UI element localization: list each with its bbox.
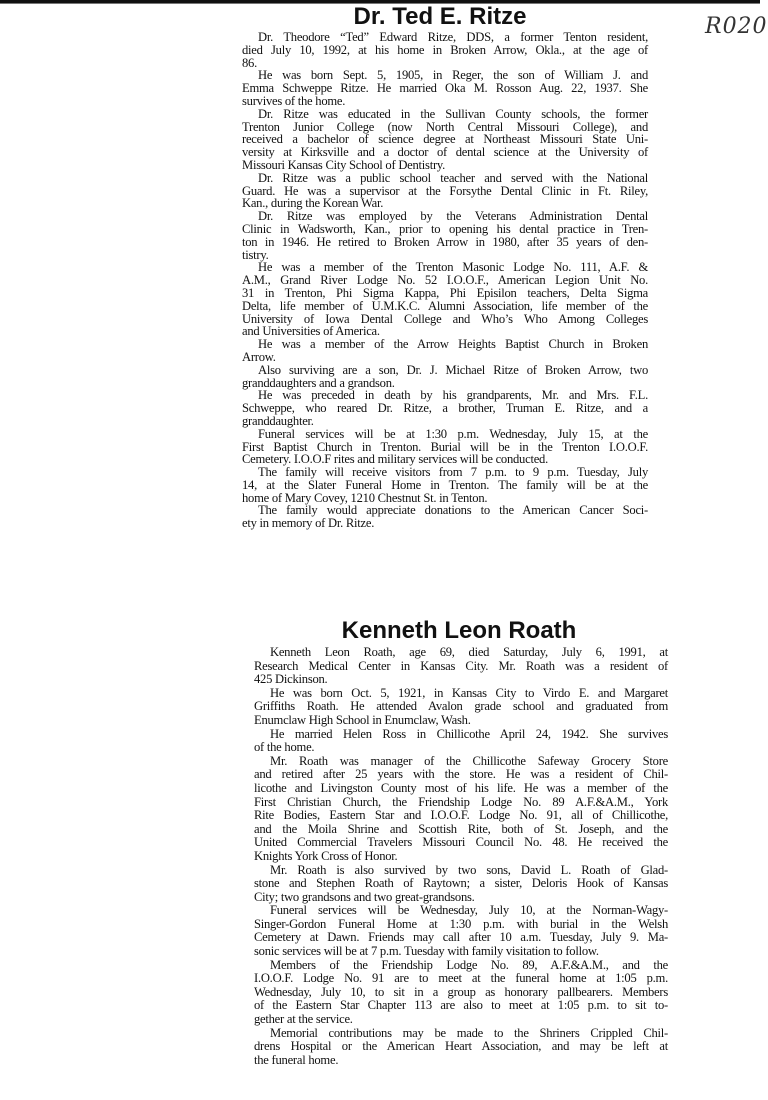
text-line: Cemetery. I.O.O.F rites and military services will be conducted. xyxy=(242,452,548,467)
obituary-paragraph xyxy=(254,864,668,905)
obituary-paragraph xyxy=(254,959,668,1027)
text-line: Schweppe, who reared Dr. Ritze, a brother, Truman E. Ritze, and a xyxy=(242,401,648,416)
obituary-paragraph xyxy=(242,364,648,390)
text-line: He was born Oct. 5, 1921, in Kansas City to Virdo E. and Margaret xyxy=(270,685,668,700)
text-line: Arrow. xyxy=(242,349,276,364)
obituary-paragraph xyxy=(254,904,668,958)
text-line: University of Iowa Dental College and Who’s Who Among Colleges xyxy=(242,311,648,326)
text-line: licothe and Livingston County most of his life. He was a member of the xyxy=(254,780,668,795)
obituary-paragraph xyxy=(242,261,648,338)
text-line: First Baptist Church in Trenton. Burial will be in the Trenton I.O.O.F. xyxy=(242,439,648,454)
obituary-paragraph xyxy=(254,646,668,687)
obituary-body-ritze xyxy=(242,31,648,530)
text-line: Dr. Ritze was a public school teacher and served with the National xyxy=(258,170,648,185)
obituary-paragraph xyxy=(242,466,648,504)
obituary-paragraph xyxy=(242,428,648,466)
text-line: Trenton Junior College (now North Central Missouri College), and xyxy=(242,119,648,134)
text-line: Missouri Kansas City School of Dentistry. xyxy=(242,157,446,172)
obituary-paragraph xyxy=(254,728,668,755)
text-line: Mr. Roath is also survived by two sons, David L. Roath of Glad- xyxy=(270,862,668,877)
text-line: United Commercial Travelers Missouri Council No. 48. He received the xyxy=(254,835,668,850)
text-line: Kan., during the Korean War. xyxy=(242,196,384,211)
text-line: Clinic in Wadsworth, Kan., prior to opening his dental practice in Tren- xyxy=(242,221,648,236)
obituary-paragraph xyxy=(242,338,648,364)
obituary-paragraph xyxy=(254,687,668,728)
obituary-paragraph xyxy=(242,172,648,210)
obituary-paragraph xyxy=(242,389,648,427)
text-line: Also surviving are a son, Dr. J. Michael Ritze of Broken Arrow, two xyxy=(258,362,648,377)
text-line: First Christian Church, the Friendship Lodge No. 89 A.F.&A.M., York xyxy=(254,794,668,809)
text-line: Guard. He was a supervisor at the Forsythe Dental Clinic in Ft. Riley, xyxy=(242,183,648,198)
obituary-paragraph xyxy=(242,210,648,261)
text-line: Griffiths Roath. He attended Avalon grade school and graduated from xyxy=(254,699,668,714)
text-line: of the home. xyxy=(254,740,315,755)
text-line: He was preceded in death by his grandparents, Mr. and Mrs. F.L. xyxy=(258,388,648,403)
text-line: 86. xyxy=(242,55,257,70)
text-line: of the Eastern Star Chapter 113 are also to meet at 1:05 p.m. to sit to- xyxy=(254,998,668,1013)
text-line: A.M., Grand River Lodge No. 52 I.O.O.F., American Legion Unit No. xyxy=(242,273,648,288)
text-line: He married Helen Ross in Chillicothe April 24, 1942. She survives xyxy=(270,726,668,741)
text-line: gether at the service. xyxy=(254,1012,353,1027)
text-line: Dr. Ritze was employed by the Veterans Administration Dental xyxy=(258,209,648,224)
text-line: 31 in Trenton, Phi Sigma Kappa, Phi Episilon teachers, Delta Sigma xyxy=(242,285,648,300)
text-line: received a bachelor of science degree at Northeast Missouri State Uni- xyxy=(242,132,648,147)
text-line: Knights York Cross of Honor. xyxy=(254,848,398,863)
text-line: Singer-Gordon Funeral Home at 1:30 p.m. with burial in the Welsh xyxy=(254,916,668,931)
text-line: I.O.O.F. Lodge No. 91 are to meet at the funeral home at 1:05 p.m. xyxy=(254,971,668,986)
text-line: Members of the Friendship Lodge No. 89, A.F.&A.M., and the xyxy=(270,957,668,972)
text-line: 14, at the Slater Funeral Home in Trenton. The family will be at the xyxy=(242,477,648,492)
text-line: drens Hospital or the American Heart Association, and may be left at xyxy=(254,1039,668,1054)
text-line: Dr. Theodore “Ted” Edward Ritze, DDS, a former Tenton resident, xyxy=(258,30,648,44)
text-line: and the Moila Shrine and Scottish Rite, both of St. Joseph, and the xyxy=(254,821,668,836)
text-line: survives of the home. xyxy=(242,93,346,108)
text-line: home of Mary Covey, 1210 Chestnut St. in Tenton. xyxy=(242,490,488,505)
text-line: granddaughters and a grandson. xyxy=(242,375,395,390)
text-line: died July 10, 1992, at his home in Broken Arrow, Okla., at the age of xyxy=(242,42,648,57)
text-line: Memorial contributions may be made to the Shriners Crippled Chil- xyxy=(270,1025,668,1040)
text-line: Wednesday, July 10, to sit in a group as honorary pallbearers. Members xyxy=(254,984,668,999)
text-line: and retired after 25 years with the store. He was a resident of Chil- xyxy=(254,767,668,782)
text-line: Cemetery at Dawn. Friends may call after 10 a.m. Tuesday, July 9. Ma- xyxy=(254,930,668,945)
text-line: stone and Stephen Roath of Raytown; a sister, Deloris Hook of Kansas xyxy=(254,876,668,891)
text-line: Rite Bodies, Eastern Star and I.O.O.F. Lodge No. 91, all of Chillicothe, xyxy=(254,808,668,823)
text-line: and Universities of America. xyxy=(242,324,380,339)
text-line: The family will receive visitors from 7 p.m. to 9 p.m. Tuesday, July xyxy=(258,465,648,480)
obituary-title-roath: Kenneth Leon Roath xyxy=(341,617,577,644)
text-line: Mr. Roath was manager of the Chillicothe Safeway Grocery Store xyxy=(270,753,668,768)
text-line: Funeral services will be at 1:30 p.m. Wednesday, July 15, at the xyxy=(258,426,648,441)
obituary-paragraph xyxy=(242,31,648,69)
text-line: granddaughter. xyxy=(242,413,314,428)
obituary-title-ritze: Dr. Ted E. Ritze xyxy=(353,3,527,30)
text-line: He was a member of the Arrow Heights Baptist Church in Broken xyxy=(258,337,648,352)
obituary-paragraph xyxy=(242,69,648,107)
text-line: Funeral services will be Wednesday, July 10, at the Norman-Wagy- xyxy=(270,903,668,918)
obituary-paragraph xyxy=(254,1027,668,1068)
text-line: tistry. xyxy=(242,247,269,262)
text-line: 425 Dickinson. xyxy=(254,672,328,687)
text-line: Emma Schweppe Ritze. He married Oka M. Rosson Aug. 22, 1937. She xyxy=(242,81,648,96)
text-line: sonic services will be at 7 p.m. Tuesday with family visitation to follow. xyxy=(254,944,599,959)
text-line: ety in memory of Dr. Ritze. xyxy=(242,516,375,531)
text-line: The family would appreciate donations to the American Cancer Soci- xyxy=(258,503,648,518)
text-line: ton in 1946. He retired to Broken Arrow in 1980, after 35 years of den- xyxy=(242,234,648,249)
text-line: He was a member of the Trenton Masonic Lodge No. 111, A.F. & xyxy=(258,260,648,275)
text-line: the funeral home. xyxy=(254,1052,339,1067)
text-line: Delta, life member of U.M.K.C. Alumni Association, life member of the xyxy=(242,298,648,313)
text-line: Dr. Ritze was educated in the Sullivan County schools, the former xyxy=(258,106,648,121)
text-line: Enumclaw High School in Enumclaw, Wash. xyxy=(254,712,471,727)
text-line: City; two grandsons and two great-grandsons. xyxy=(254,889,475,904)
obituary-paragraph xyxy=(254,755,668,864)
obituary-body-roath xyxy=(254,646,668,1067)
handwritten-archive-mark: R020 xyxy=(705,14,768,39)
text-line: versity at Kirksville and a doctor of dental science at the University of xyxy=(242,145,648,160)
obituary-paragraph xyxy=(242,504,648,530)
obituary-paragraph xyxy=(242,108,648,172)
text-line: Kenneth Leon Roath, age 69, died Saturday, July 6, 1991, at xyxy=(270,645,668,659)
text-line: He was born Sept. 5, 1905, in Reger, the son of William J. and xyxy=(258,68,648,83)
text-line: Research Medical Center in Kansas City. Mr. Roath was a resident of xyxy=(254,658,668,673)
